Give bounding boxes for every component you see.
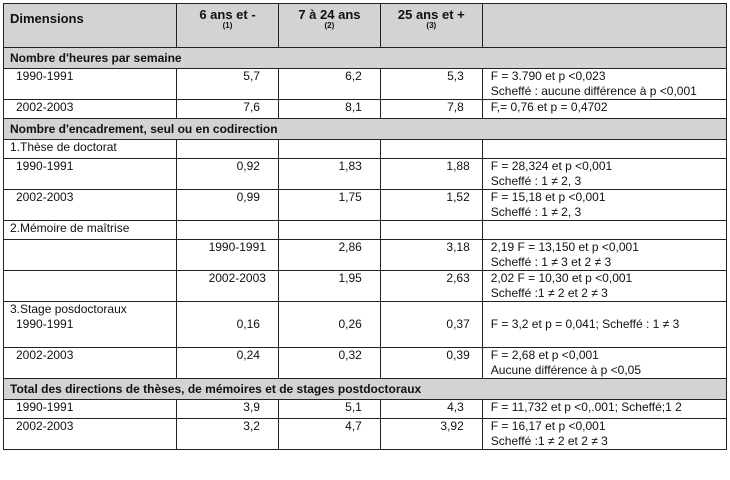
cell-col3: 5,3 — [380, 69, 482, 100]
cell-col3: 1,88 — [380, 159, 482, 190]
stat-line-2: Aucune différence à p <0,05 — [490, 363, 641, 377]
cell-col2: 0,32 — [278, 348, 380, 379]
empty-cell — [4, 271, 177, 302]
cell-col2: 8,1 — [278, 100, 380, 119]
cell-col3: 3,92 — [380, 419, 482, 450]
header-col2 — [278, 4, 380, 48]
section-row-supervision — [4, 119, 727, 140]
cell-col3: 1,52 — [380, 190, 482, 221]
stat-line-1: F = 16,17 et p <0,001 — [490, 419, 606, 433]
empty-cell — [482, 221, 726, 240]
cell-col1: 0,24 — [177, 348, 279, 379]
subsection-label-memoir: 2.Mémoire de maîtrise — [4, 221, 177, 240]
stat-line-2: Scheffé : 1 ≠ 3 et 2 ≠ 3 — [490, 255, 612, 269]
header-col3-sub: (3) — [426, 21, 437, 30]
table-row — [4, 271, 727, 302]
stat-line-1: F = 2,68 et p <0,001 — [490, 348, 599, 362]
cell-stat: F,= 0,76 et p = 0,4702 — [482, 100, 726, 119]
cell-col2: 1,83 — [278, 159, 380, 190]
cell-col3: 3,18 — [380, 240, 482, 271]
cell-col3: 7,8 — [380, 100, 482, 119]
cell-col1: 0,16 — [177, 302, 279, 348]
table-row — [4, 348, 727, 379]
cell-stat — [482, 419, 726, 450]
stat-line-1: F = 15,18 et p <0,001 — [490, 190, 606, 204]
empty-cell — [278, 221, 380, 240]
cell-stat — [482, 271, 726, 302]
cell-col2: 1,95 — [278, 271, 380, 302]
subsection-row-thesis — [4, 140, 727, 159]
stat-line-2: Scheffé :1 ≠ 2 et 2 ≠ 3 — [490, 286, 608, 300]
row-year: 1990-1991 — [177, 240, 279, 271]
stat-line-1: 2,02 F = 10,30 et p <0,001 — [490, 271, 633, 285]
cell-stat: F = 11,732 et p <0,.001; Scheffé;1 2 — [482, 400, 726, 419]
cell-col3: 2,63 — [380, 271, 482, 302]
table-row — [4, 240, 727, 271]
section-row-total — [4, 379, 727, 400]
cell-col1: 3,2 — [177, 419, 279, 450]
stat-line-2: Scheffé :1 ≠ 2 et 2 ≠ 3 — [490, 434, 608, 448]
row-year: 2002-2003 — [4, 100, 177, 119]
cell-col1: 3,9 — [177, 400, 279, 419]
cell-col1: 0,92 — [177, 159, 279, 190]
stat-line-2: Scheffé : 1 ≠ 2, 3 — [490, 205, 582, 219]
empty-cell — [380, 221, 482, 240]
subsection-label-postdoc: 3.Stage posdoctoraux — [10, 302, 127, 316]
header-stats — [482, 4, 726, 48]
section-title-supervision: Nombre d'encadrement, seul ou en codirection — [4, 119, 727, 140]
statistics-table — [3, 3, 727, 450]
subsection-label-thesis: 1.Thèse de doctorat — [4, 140, 177, 159]
empty-cell — [482, 140, 726, 159]
header-col1 — [177, 4, 279, 48]
cell-stat — [482, 190, 726, 221]
row-year: 1990-1991 — [4, 400, 177, 419]
cell-col1: 0,99 — [177, 190, 279, 221]
table-row — [4, 69, 727, 100]
row-year: 1990-1991 — [4, 69, 177, 100]
row-year: 2002-2003 — [4, 190, 177, 221]
table-row — [4, 159, 727, 190]
cell-col2: 4,7 — [278, 419, 380, 450]
row-year: 2002-2003 — [4, 419, 177, 450]
header-col2-label: 7 à 24 ans — [298, 7, 361, 22]
header-col3 — [380, 4, 482, 48]
cell-col3: 0,37 — [380, 302, 482, 348]
cell-col2: 2,86 — [278, 240, 380, 271]
cell-col3: 0,39 — [380, 348, 482, 379]
section-title-total: Total des directions de thèses, de mémoires et de stages postdoctoraux — [4, 379, 727, 400]
cell-stat: F = 3,2 et p = 0,041; Scheffé : 1 ≠ 3 — [482, 302, 726, 348]
cell-stat — [482, 348, 726, 379]
cell-stat — [482, 159, 726, 190]
stat-line-2: Scheffé : aucune différence à p <0,001 — [490, 84, 697, 98]
cell-col3: 4,3 — [380, 400, 482, 419]
cell-col2: 6,2 — [278, 69, 380, 100]
section-row-hours — [4, 48, 727, 69]
stat-line-2: Scheffé : 1 ≠ 2, 3 — [490, 174, 582, 188]
subsection-row-memoir — [4, 221, 727, 240]
table-row — [4, 400, 727, 419]
header-col3-label: 25 ans et + — [397, 7, 465, 22]
empty-cell — [177, 221, 279, 240]
cell-col1: 5,7 — [177, 69, 279, 100]
header-dimensions: Dimensions — [4, 4, 177, 48]
row-year: 1990-1991 — [4, 159, 177, 190]
header-col1-label: 6 ans et - — [199, 7, 256, 22]
stat-line-1: F = 28,324 et p <0,001 — [490, 159, 613, 173]
row-year: 2002-2003 — [177, 271, 279, 302]
cell-stat — [482, 240, 726, 271]
empty-cell — [380, 140, 482, 159]
row-year: 1990-1991 — [16, 317, 74, 331]
table-row — [4, 190, 727, 221]
row-year: 2002-2003 — [4, 348, 177, 379]
postdoc-label-cell — [4, 302, 177, 348]
table-row — [4, 302, 727, 348]
cell-col2: 1,75 — [278, 190, 380, 221]
header-col1-sub: (1) — [222, 21, 233, 30]
cell-col2: 5,1 — [278, 400, 380, 419]
table-row — [4, 419, 727, 450]
header-col2-sub: (2) — [324, 21, 335, 30]
table-header-row — [4, 4, 727, 48]
empty-cell — [4, 240, 177, 271]
cell-stat — [482, 69, 726, 100]
cell-col2: 0,26 — [278, 302, 380, 348]
stat-line-1: F = 3.790 et p <0,023 — [490, 69, 606, 83]
table-row — [4, 100, 727, 119]
cell-col1: 7,6 — [177, 100, 279, 119]
empty-cell — [177, 140, 279, 159]
empty-cell — [278, 140, 380, 159]
section-title-hours: Nombre d'heures par semaine — [4, 48, 727, 69]
stat-line-1: 2,19 F = 13,150 et p <0,001 — [490, 240, 639, 254]
